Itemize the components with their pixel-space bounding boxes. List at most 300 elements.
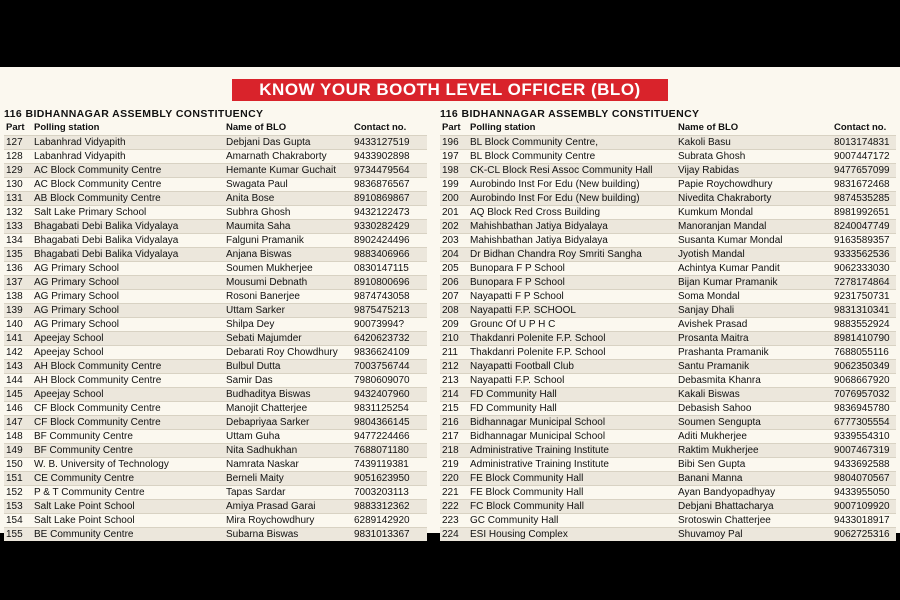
cell-blo-name: Swagata Paul: [224, 177, 352, 191]
cell-blo-name: Uttam Guha: [224, 429, 352, 443]
cell-part: 211: [440, 345, 468, 359]
cell-contact: 9007467319: [832, 443, 896, 457]
cell-blo-name: Hemante Kumar Guchait: [224, 163, 352, 177]
cell-blo-name: Santu Pramanik: [676, 359, 832, 373]
cell-polling-station: FC Block Community Hall: [468, 499, 676, 513]
table-row: [440, 205, 896, 219]
cell-part: 198: [440, 163, 468, 177]
cell-contact: 9477657099: [832, 163, 896, 177]
page-title: KNOW YOUR BOOTH LEVEL OFFICER (BLO): [232, 79, 668, 101]
cell-polling-station: Dr Bidhan Chandra Roy Smriti Sangha: [468, 247, 676, 261]
cell-polling-station: Bidhannagar Municipal School: [468, 415, 676, 429]
cell-part: 136: [4, 261, 32, 275]
cell-part: 133: [4, 219, 32, 233]
cell-part: 132: [4, 205, 32, 219]
cell-part: 128: [4, 149, 32, 163]
cell-polling-station: Nayapatti F.P. SCHOOL: [468, 303, 676, 317]
cell-part: 204: [440, 247, 468, 261]
cell-polling-station: BF Community Centre: [32, 443, 224, 457]
cell-blo-name: Soumen Mukherjee: [224, 261, 352, 275]
cell-part: 145: [4, 387, 32, 401]
cell-blo-name: Budhaditya Biswas: [224, 387, 352, 401]
cell-contact: 9339554310: [832, 429, 896, 443]
cell-contact: 7003756744: [352, 359, 427, 373]
header-blo-name: Name of BLO: [678, 121, 739, 133]
cell-part: 148: [4, 429, 32, 443]
cell-polling-station: Mahishbathan Jatiya Bidyalaya: [468, 233, 676, 247]
cell-part: 196: [440, 135, 468, 149]
cell-contact: 7278174864: [832, 275, 896, 289]
cell-part: 141: [4, 331, 32, 345]
table-row: [4, 429, 427, 443]
cell-blo-name: Achintya Kumar Pandit: [676, 261, 832, 275]
cell-contact: 9831672468: [832, 177, 896, 191]
cell-blo-name: Prashanta Pramanik: [676, 345, 832, 359]
cell-blo-name: Papie Roychowdhury: [676, 177, 832, 191]
table-row: [440, 457, 896, 471]
table-row: [4, 485, 427, 499]
cell-contact: 9007109920: [832, 499, 896, 513]
table-row: [4, 345, 427, 359]
table-row: [4, 527, 427, 541]
table-row: [440, 135, 896, 149]
table-row: [4, 233, 427, 247]
cell-blo-name: Debasmita Khanra: [676, 373, 832, 387]
header-part: Part: [6, 121, 25, 133]
table-row: [4, 275, 427, 289]
table-row: [4, 289, 427, 303]
cell-blo-name: Raktim Mukherjee: [676, 443, 832, 457]
cell-blo-name: Amiya Prasad Garai: [224, 499, 352, 513]
cell-contact: 0830147115: [352, 261, 427, 275]
cell-polling-station: AG Primary School: [32, 261, 224, 275]
cell-part: 207: [440, 289, 468, 303]
cell-contact: 7076957032: [832, 387, 896, 401]
cell-contact: 9883312362: [352, 499, 427, 513]
cell-part: 203: [440, 233, 468, 247]
cell-blo-name: Kakoli Basu: [676, 135, 832, 149]
cell-polling-station: FE Block Community Hall: [468, 471, 676, 485]
cell-contact: 9804366145: [352, 415, 427, 429]
table-row: [440, 443, 896, 457]
cell-part: 147: [4, 415, 32, 429]
cell-part: 222: [440, 499, 468, 513]
cell-part: 135: [4, 247, 32, 261]
cell-contact: 9068667920: [832, 373, 896, 387]
table-row: [440, 177, 896, 191]
cell-blo-name: Samir Das: [224, 373, 352, 387]
cell-polling-station: Apeejay School: [32, 331, 224, 345]
table-row: [440, 345, 896, 359]
cell-contact: 9883552924: [832, 317, 896, 331]
cell-contact: 6420623732: [352, 331, 427, 345]
cell-contact: 9062725316: [832, 527, 896, 541]
cell-part: 130: [4, 177, 32, 191]
cell-blo-name: Falguni Pramanik: [224, 233, 352, 247]
cell-polling-station: Thakdanri Polenite F.P. School: [468, 331, 676, 345]
cell-polling-station: Bunopara F P School: [468, 275, 676, 289]
cell-blo-name: Tapas Sardar: [224, 485, 352, 499]
cell-part: 212: [440, 359, 468, 373]
cell-part: 205: [440, 261, 468, 275]
cell-part: 151: [4, 471, 32, 485]
cell-polling-station: CF Block Community Centre: [32, 415, 224, 429]
cell-contact: 9831125254: [352, 401, 427, 415]
table-header-row: [440, 120, 896, 135]
cell-part: 137: [4, 275, 32, 289]
newspaper-clipping: [0, 67, 900, 540]
cell-part: 144: [4, 373, 32, 387]
table-row: [4, 471, 427, 485]
cell-contact: 6777305554: [832, 415, 896, 429]
cell-contact: 9883406966: [352, 247, 427, 261]
cell-blo-name: Nivedita Chakraborty: [676, 191, 832, 205]
cell-blo-name: Maumita Saha: [224, 219, 352, 233]
cell-contact: 9831310341: [832, 303, 896, 317]
cell-blo-name: Banani Manna: [676, 471, 832, 485]
cell-part: 208: [440, 303, 468, 317]
table-row: [440, 471, 896, 485]
cell-blo-name: Subrata Ghosh: [676, 149, 832, 163]
table-row: [4, 261, 427, 275]
cell-blo-name: Subhra Ghosh: [224, 205, 352, 219]
cell-contact: 7688071180: [352, 443, 427, 457]
cell-part: 155: [4, 527, 32, 541]
cell-blo-name: Kakali Biswas: [676, 387, 832, 401]
table-row: [4, 135, 427, 149]
cell-contact: 9231750731: [832, 289, 896, 303]
cell-part: 201: [440, 205, 468, 219]
cell-contact: 8910800696: [352, 275, 427, 289]
cell-polling-station: Nayapatti F.P. School: [468, 373, 676, 387]
cell-blo-name: Anjana Biswas: [224, 247, 352, 261]
cell-polling-station: Salt Lake Point School: [32, 513, 224, 527]
cell-part: 152: [4, 485, 32, 499]
cell-polling-station: Nayapatti Football Club: [468, 359, 676, 373]
cell-contact: 9007447172: [832, 149, 896, 163]
cell-contact: 9804070567: [832, 471, 896, 485]
cell-contact: 8981410790: [832, 331, 896, 345]
cell-contact: 9330282429: [352, 219, 427, 233]
cell-polling-station: Bhagabati Debi Balika Vidyalaya: [32, 233, 224, 247]
cell-polling-station: Aurobindo Inst For Edu (New building): [468, 191, 676, 205]
cell-polling-station: AC Block Community Centre: [32, 177, 224, 191]
cell-blo-name: Bibi Sen Gupta: [676, 457, 832, 471]
cell-blo-name: Anita Bose: [224, 191, 352, 205]
table-row: [4, 415, 427, 429]
cell-polling-station: P & T Community Centre: [32, 485, 224, 499]
cell-contact: 9432122473: [352, 205, 427, 219]
cell-blo-name: Debarati Roy Chowdhury: [224, 345, 352, 359]
cell-contact: 9051623950: [352, 471, 427, 485]
cell-contact: 8240047749: [832, 219, 896, 233]
table-row: [4, 163, 427, 177]
cell-part: 216: [440, 415, 468, 429]
table-row: [4, 443, 427, 457]
cell-blo-name: Namrata Naskar: [224, 457, 352, 471]
table-row: [4, 401, 427, 415]
left-blo-panel: [4, 108, 427, 540]
cell-contact: 9874743058: [352, 289, 427, 303]
cell-polling-station: Bhagabati Debi Balika Vidyalaya: [32, 247, 224, 261]
cell-blo-name: Bijan Kumar Pramanik: [676, 275, 832, 289]
cell-polling-station: AQ Block Red Cross Building: [468, 205, 676, 219]
cell-blo-name: Amarnath Chakraborty: [224, 149, 352, 163]
cell-contact: 8902424496: [352, 233, 427, 247]
cell-polling-station: AG Primary School: [32, 275, 224, 289]
cell-polling-station: Labanhrad Vidyapith: [32, 149, 224, 163]
table-row: [4, 387, 427, 401]
cell-polling-station: BL Block Community Centre,: [468, 135, 676, 149]
cell-part: 129: [4, 163, 32, 177]
cell-polling-station: BF Community Centre: [32, 429, 224, 443]
cell-polling-station: AG Primary School: [32, 317, 224, 331]
cell-part: 142: [4, 345, 32, 359]
cell-blo-name: Prosanta Maitra: [676, 331, 832, 345]
table-row: [440, 289, 896, 303]
cell-part: 143: [4, 359, 32, 373]
cell-polling-station: AG Primary School: [32, 289, 224, 303]
cell-contact: 9433018917: [832, 513, 896, 527]
cell-contact: 9831013367: [352, 527, 427, 541]
cell-polling-station: Administrative Training Institute: [468, 457, 676, 471]
cell-polling-station: FD Community Hall: [468, 401, 676, 415]
table-row: [4, 219, 427, 233]
cell-part: 202: [440, 219, 468, 233]
cell-part: 200: [440, 191, 468, 205]
cell-polling-station: Administrative Training Institute: [468, 443, 676, 457]
cell-contact: 8981992651: [832, 205, 896, 219]
cell-contact: 8910869867: [352, 191, 427, 205]
cell-part: 214: [440, 387, 468, 401]
blo-table: [440, 120, 896, 541]
cell-contact: 9062333030: [832, 261, 896, 275]
cell-polling-station: Nayapatti F P School: [468, 289, 676, 303]
table-row: [440, 303, 896, 317]
table-body: [4, 135, 427, 541]
cell-part: 213: [440, 373, 468, 387]
cell-part: 153: [4, 499, 32, 513]
cell-blo-name: Rosoni Banerjee: [224, 289, 352, 303]
cell-blo-name: Kumkum Mondal: [676, 205, 832, 219]
cell-part: 131: [4, 191, 32, 205]
table-row: [4, 303, 427, 317]
cell-contact: 7980609070: [352, 373, 427, 387]
cell-polling-station: BL Block Community Centre: [468, 149, 676, 163]
cell-part: 127: [4, 135, 32, 149]
table-row: [4, 331, 427, 345]
table-row: [440, 275, 896, 289]
cell-part: 215: [440, 401, 468, 415]
cell-contact: 9477224466: [352, 429, 427, 443]
table-row: [440, 219, 896, 233]
table-row: [440, 191, 896, 205]
table-row: [440, 429, 896, 443]
table-row: [440, 247, 896, 261]
table-row: [4, 191, 427, 205]
cell-blo-name: Debapriyaa Sarker: [224, 415, 352, 429]
cell-part: 154: [4, 513, 32, 527]
table-row: [440, 401, 896, 415]
cell-polling-station: GC Community Hall: [468, 513, 676, 527]
table-row: [4, 317, 427, 331]
cell-part: 210: [440, 331, 468, 345]
cell-polling-station: Bhagabati Debi Balika Vidyalaya: [32, 219, 224, 233]
cell-polling-station: W. B. University of Technology: [32, 457, 224, 471]
cell-polling-station: FE Block Community Hall: [468, 485, 676, 499]
cell-part: 138: [4, 289, 32, 303]
cell-polling-station: AH Block Community Centre: [32, 359, 224, 373]
cell-blo-name: Sebati Majumder: [224, 331, 352, 345]
cell-blo-name: Susanta Kumar Mondal: [676, 233, 832, 247]
cell-blo-name: Manojit Chatterjee: [224, 401, 352, 415]
table-row: [440, 387, 896, 401]
cell-part: 221: [440, 485, 468, 499]
cell-contact: 9836945780: [832, 401, 896, 415]
cell-contact: 6289142920: [352, 513, 427, 527]
table-row: [4, 373, 427, 387]
constituency-heading: 116 BIDHANNAGAR ASSEMBLY CONSTITUENCY: [440, 108, 700, 120]
cell-part: 149: [4, 443, 32, 457]
cell-part: 209: [440, 317, 468, 331]
cell-part: 150: [4, 457, 32, 471]
cell-contact: 8013174831: [832, 135, 896, 149]
table-header-row: [4, 120, 427, 135]
header-contact: Contact no.: [834, 121, 887, 133]
cell-part: 223: [440, 513, 468, 527]
constituency-heading: 116 BIDHANNAGAR ASSEMBLY CONSTITUENCY: [4, 108, 264, 120]
cell-contact: 9836876567: [352, 177, 427, 191]
cell-polling-station: Apeejay School: [32, 387, 224, 401]
cell-contact: 7439119381: [352, 457, 427, 471]
cell-blo-name: Debasish Sahoo: [676, 401, 832, 415]
cell-polling-station: Grounc Of U P H C: [468, 317, 676, 331]
table-row: [440, 261, 896, 275]
cell-polling-station: Aurobindo Inst For Edu (New building): [468, 177, 676, 191]
cell-part: 206: [440, 275, 468, 289]
cell-contact: 90073994?: [352, 317, 427, 331]
cell-contact: 9433902898: [352, 149, 427, 163]
cell-part: 220: [440, 471, 468, 485]
cell-polling-station: CF Block Community Centre: [32, 401, 224, 415]
cell-part: 217: [440, 429, 468, 443]
cell-blo-name: Aditi Mukherjee: [676, 429, 832, 443]
cell-blo-name: Mousumi Debnath: [224, 275, 352, 289]
table-row: [4, 499, 427, 513]
cell-blo-name: Shuvamoy Pal: [676, 527, 832, 541]
header-polling-station: Polling station: [34, 121, 100, 133]
cell-polling-station: BE Community Centre: [32, 527, 224, 541]
cell-blo-name: Srotoswin Chatterjee: [676, 513, 832, 527]
cell-polling-station: AB Block Community Centre: [32, 191, 224, 205]
cell-polling-station: AG Primary School: [32, 303, 224, 317]
table-row: [440, 359, 896, 373]
cell-part: 146: [4, 401, 32, 415]
cell-blo-name: Jyotish Mandal: [676, 247, 832, 261]
cell-part: 197: [440, 149, 468, 163]
table-body: [440, 135, 896, 541]
cell-contact: 7003203113: [352, 485, 427, 499]
cell-contact: 9062350349: [832, 359, 896, 373]
cell-contact: 7688055116: [832, 345, 896, 359]
header-contact: Contact no.: [354, 121, 407, 133]
cell-polling-station: ESI Housing Complex: [468, 527, 676, 541]
table-row: [4, 359, 427, 373]
cell-polling-station: Bunopara F P School: [468, 261, 676, 275]
cell-part: 219: [440, 457, 468, 471]
cell-blo-name: Sanjay Dhali: [676, 303, 832, 317]
cell-contact: 9874535285: [832, 191, 896, 205]
cell-part: 199: [440, 177, 468, 191]
cell-blo-name: Bulbul Dutta: [224, 359, 352, 373]
cell-blo-name: Uttam Sarker: [224, 303, 352, 317]
cell-part: 140: [4, 317, 32, 331]
table-row: [4, 205, 427, 219]
cell-part: 139: [4, 303, 32, 317]
cell-polling-station: CK-CL Block Resi Assoc Community Hall: [468, 163, 676, 177]
cell-blo-name: Soma Mondal: [676, 289, 832, 303]
blo-table: [4, 120, 427, 541]
cell-blo-name: Subarna Biswas: [224, 527, 352, 541]
cell-polling-station: FD Community Hall: [468, 387, 676, 401]
cell-blo-name: Avishek Prasad: [676, 317, 832, 331]
table-row: [4, 149, 427, 163]
table-row: [440, 317, 896, 331]
cell-contact: 9734479564: [352, 163, 427, 177]
cell-contact: 9875475213: [352, 303, 427, 317]
cell-polling-station: Salt Lake Primary School: [32, 205, 224, 219]
cell-blo-name: Debjani Das Gupta: [224, 135, 352, 149]
cell-polling-station: Apeejay School: [32, 345, 224, 359]
right-blo-panel: [440, 108, 896, 540]
cell-polling-station: CE Community Centre: [32, 471, 224, 485]
cell-polling-station: Salt Lake Point School: [32, 499, 224, 513]
table-row: [440, 527, 896, 541]
cell-blo-name: Vijay Rabidas: [676, 163, 832, 177]
cell-blo-name: Ayan Bandyopadhyay: [676, 485, 832, 499]
cell-blo-name: Mira Roychowdhury: [224, 513, 352, 527]
cell-blo-name: Manoranjan Mandal: [676, 219, 832, 233]
header-polling-station: Polling station: [470, 121, 536, 133]
table-row: [440, 485, 896, 499]
cell-contact: 9836624109: [352, 345, 427, 359]
cell-part: 224: [440, 527, 468, 541]
cell-polling-station: AC Block Community Centre: [32, 163, 224, 177]
cell-blo-name: Shilpa Dey: [224, 317, 352, 331]
cell-contact: 9333562536: [832, 247, 896, 261]
table-row: [440, 149, 896, 163]
table-row: [440, 163, 896, 177]
cell-contact: 9433955050: [832, 485, 896, 499]
cell-contact: 9432407960: [352, 387, 427, 401]
table-row: [4, 513, 427, 527]
table-row: [4, 177, 427, 191]
cell-polling-station: Mahishbathan Jatiya Bidyalaya: [468, 219, 676, 233]
table-row: [440, 373, 896, 387]
cell-blo-name: Berneli Maity: [224, 471, 352, 485]
cell-polling-station: Bidhannagar Municipal School: [468, 429, 676, 443]
table-row: [4, 247, 427, 261]
table-row: [440, 499, 896, 513]
table-row: [440, 415, 896, 429]
cell-contact: 9163589357: [832, 233, 896, 247]
cell-contact: 9433692588: [832, 457, 896, 471]
cell-blo-name: Soumen Sengupta: [676, 415, 832, 429]
cell-part: 134: [4, 233, 32, 247]
cell-blo-name: Nita Sadhukhan: [224, 443, 352, 457]
cell-part: 218: [440, 443, 468, 457]
table-row: [440, 513, 896, 527]
